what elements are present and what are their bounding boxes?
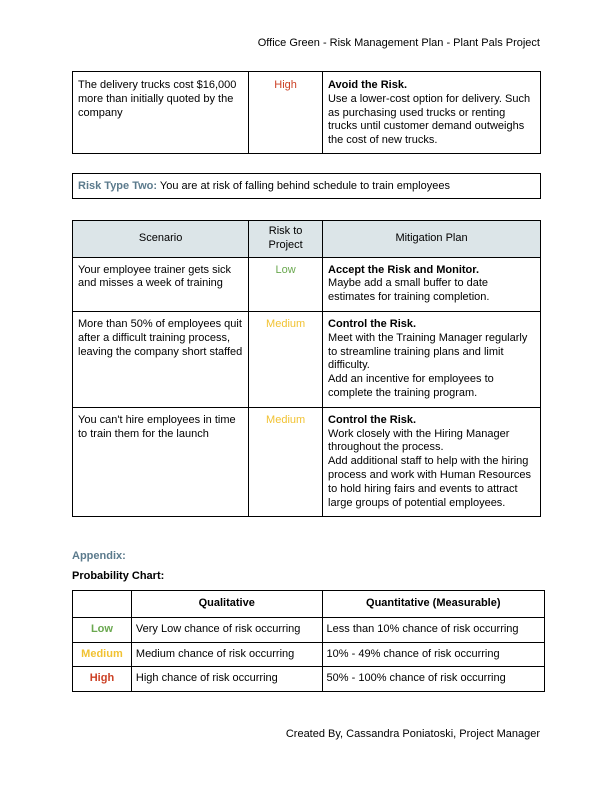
document-header-title: Office Green - Risk Management Plan - Plant Pals Project xyxy=(257,37,540,49)
mitigation-cell xyxy=(323,311,541,407)
qualitative-cell: Medium chance of risk occurring xyxy=(131,642,322,667)
probability-chart-title: Probability Chart: xyxy=(72,570,165,582)
table-row xyxy=(73,667,545,692)
table-row xyxy=(73,311,541,407)
header-mitigation: Mitigation Plan xyxy=(323,221,541,258)
quantitative-cell: 10% - 49% chance of risk occurring xyxy=(322,642,544,667)
table-row xyxy=(73,617,545,642)
risk-level-cell: High xyxy=(249,72,323,154)
scenario-cell: The delivery trucks cost $16,000 more than initially quoted by the company xyxy=(73,72,249,154)
risk-type-two-banner xyxy=(72,173,541,199)
scenario-cell: Your employee trainer gets sick and misses a week of training xyxy=(73,257,249,311)
scenario-cell: More than 50% of employees quit after a difficult training process, leaving the company short staffed xyxy=(73,311,249,407)
mitigation-text: Add an incentive for employees to complete the training program. xyxy=(328,373,494,399)
risk-type-two-table xyxy=(72,220,541,517)
mitigation-cell xyxy=(323,257,541,311)
risk-type-label: Risk Type Two: xyxy=(78,180,158,192)
table-header-row xyxy=(73,221,541,258)
qualitative-cell: Very Low chance of risk occurring xyxy=(131,617,322,642)
table-header-row xyxy=(73,591,545,618)
mitigation-title: Control the Risk. xyxy=(328,317,417,330)
mitigation-cell xyxy=(322,72,540,154)
quantitative-cell: 50% - 100% chance of risk occurring xyxy=(322,667,544,692)
mitigation-text: Maybe add a small buffer to date estimates for training completion. xyxy=(328,277,490,304)
appendix-heading: Appendix: xyxy=(72,550,126,562)
probability-level: High xyxy=(73,667,132,692)
mitigation-title: Control the Risk. xyxy=(328,413,417,426)
header-level xyxy=(73,591,132,618)
header-quantitative: Quantitative (Measurable) xyxy=(322,591,544,618)
mitigation-text: Meet with the Training Manager regularly to streamline training plans and limit difficulty. xyxy=(328,331,528,372)
table-row xyxy=(73,257,541,311)
table-row xyxy=(73,407,541,517)
risk-type-one-table xyxy=(72,71,541,154)
risk-level-cell: Medium xyxy=(249,311,323,407)
probability-level: Medium xyxy=(73,642,132,667)
risk-type-description: You are at risk of falling behind schedule to train employees xyxy=(157,180,450,192)
risk-level-cell: Medium xyxy=(249,407,323,517)
mitigation-title: Avoid the Risk. xyxy=(327,79,408,91)
probability-chart-table xyxy=(72,590,545,692)
header-scenario: Scenario xyxy=(73,221,249,258)
document-footer-credit: Created By, Cassandra Poniatoski, Project Manager xyxy=(285,728,540,740)
mitigation-text: Use a lower-cost option for delivery. Such as purchasing used trucks or renting trucks until customer demand outweighs the cost of new trucks. xyxy=(327,92,531,147)
qualitative-cell: High chance of risk occurring xyxy=(131,667,322,692)
header-risk: Risk to Project xyxy=(249,221,323,258)
mitigation-text: Add additional staff to help with the hiring process and work with Human Resources to hold hiring fairs and events to attract large groups of potential employees. xyxy=(328,455,532,509)
table-row xyxy=(73,642,545,667)
mitigation-title: Accept the Risk and Monitor. xyxy=(328,263,479,276)
mitigation-text: Work closely with the Hiring Manager throughout the process. xyxy=(328,427,510,454)
risk-level-cell: Low xyxy=(249,257,323,311)
mitigation-cell xyxy=(323,407,541,517)
scenario-cell: You can't hire employees in time to train them for the launch xyxy=(73,407,249,517)
quantitative-cell: Less than 10% chance of risk occurring xyxy=(322,617,544,642)
header-qualitative: Qualitative xyxy=(131,591,322,618)
probability-level: Low xyxy=(73,617,132,642)
table-row xyxy=(73,72,541,154)
